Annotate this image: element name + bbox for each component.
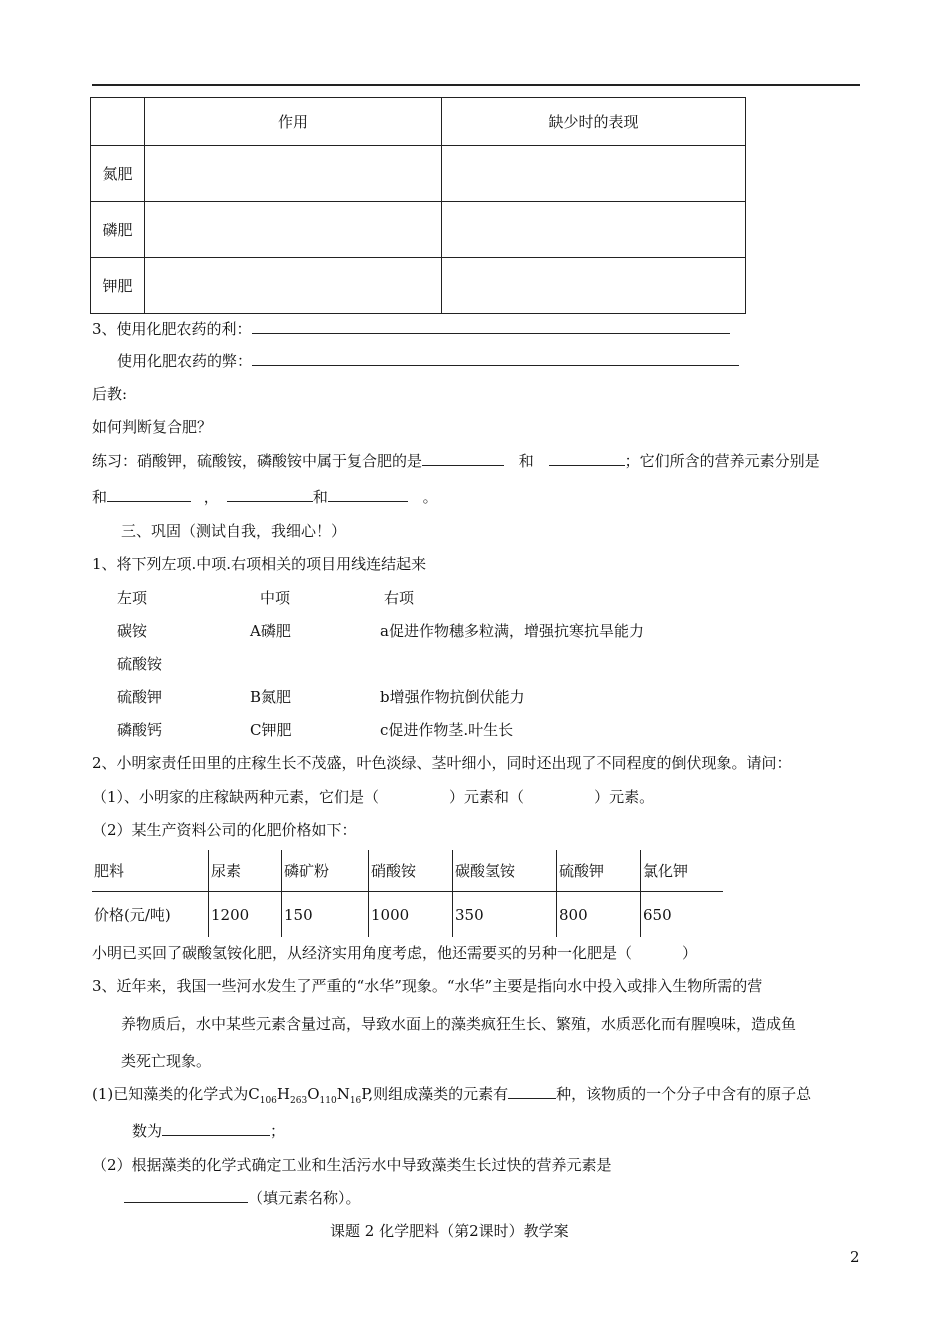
exercise-blank[interactable] bbox=[549, 451, 625, 466]
q2-intro: 2、小明家责任田里的庄稼生长不茂盛，叶色淡绿、茎叶细小，同时还出现了不同程度的倒伏现象。请问： bbox=[92, 754, 792, 772]
price-header-cell: 硫酸钾 bbox=[557, 850, 641, 892]
price-cell: 1200 bbox=[209, 892, 282, 938]
formula-element: O bbox=[307, 1085, 320, 1103]
q3-sub1-d: 数为 bbox=[132, 1122, 163, 1140]
section3-title: 三、巩固（测试自我，我细心！） bbox=[121, 522, 347, 540]
q3-sub1-line2 bbox=[132, 1120, 285, 1141]
price-header-cell: 磷矿粉 bbox=[282, 850, 369, 892]
q1-title: 1、将下列左项.中项.右项相关的项目用线连结起来 bbox=[92, 555, 427, 573]
price-header-cell: 碳酸氢铵 bbox=[453, 850, 557, 892]
fertilizer-table bbox=[90, 97, 746, 314]
row-label: 钾肥 bbox=[91, 258, 145, 314]
q2-conclusion-b: ） bbox=[682, 944, 698, 962]
q1-left-item[interactable]: 碳铵 bbox=[117, 622, 148, 640]
formula-element: C bbox=[248, 1085, 260, 1103]
answer-cell[interactable] bbox=[442, 202, 746, 258]
q3-line-3: 类死亡现象。 bbox=[121, 1052, 212, 1070]
q1-right-item[interactable]: c促进作物茎.叶生长 bbox=[380, 721, 514, 739]
chemical-formula bbox=[248, 1085, 369, 1106]
row-label: 氮肥 bbox=[91, 146, 145, 202]
q3-sub1 bbox=[92, 1083, 811, 1106]
exercise-blank[interactable] bbox=[107, 487, 191, 502]
formula-element: P bbox=[361, 1085, 369, 1103]
price-cell: 150 bbox=[282, 892, 369, 938]
q2-sub1-a: （1）、小明家的庄稼缺两种元素，它们是（ bbox=[92, 788, 380, 806]
exercise-blank[interactable] bbox=[328, 487, 408, 502]
price-table bbox=[92, 850, 723, 937]
header-cell-empty bbox=[91, 98, 145, 146]
formula-subscript: 106 bbox=[259, 1096, 277, 1106]
price-cell: 650 bbox=[641, 892, 724, 938]
q1-header-left: 左项 bbox=[117, 589, 148, 607]
exercise-blank[interactable] bbox=[422, 451, 504, 466]
q3-sub1-a: (1)已知藻类的化学式为 bbox=[92, 1085, 249, 1103]
price-header-cell: 氯化钾 bbox=[641, 850, 724, 892]
header-rule bbox=[92, 84, 860, 86]
q3-blank[interactable] bbox=[162, 1121, 270, 1136]
price-header-cell: 尿素 bbox=[209, 850, 282, 892]
q3-blank[interactable] bbox=[124, 1188, 248, 1203]
q2-conclusion-a: 小明已买回了碳酸氢铵化肥，从经济实用角度考虑，他还需要买的另种一化肥是（ bbox=[92, 944, 633, 962]
exercise-end: 。 bbox=[422, 488, 438, 506]
price-cell: 800 bbox=[557, 892, 641, 938]
answer-cell[interactable] bbox=[442, 146, 746, 202]
answer-cell[interactable] bbox=[145, 258, 442, 314]
header-cell-function: 作用 bbox=[145, 98, 442, 146]
q1-left-item[interactable]: 磷酸钙 bbox=[117, 721, 163, 739]
q3-pro-line bbox=[92, 318, 730, 339]
table-row bbox=[91, 146, 746, 202]
table-row bbox=[91, 258, 746, 314]
q1-left-item[interactable]: 硫酸铵 bbox=[117, 655, 163, 673]
price-header-cell: 硝酸铵 bbox=[369, 850, 453, 892]
fertilizer-table-header bbox=[91, 98, 746, 146]
q1-right-item[interactable]: a促进作物穗多粒满，增强抗寒抗旱能力 bbox=[380, 622, 644, 640]
exercise-text-a: 练习：硝酸钾，硫酸铵，磷酸铵中属于复合肥的是 bbox=[92, 452, 423, 470]
price-header-cell: 肥料 bbox=[92, 850, 209, 892]
exercise-he2: 和 bbox=[312, 488, 328, 506]
q2-sub1 bbox=[92, 786, 654, 807]
formula-subscript: 110 bbox=[319, 1096, 337, 1106]
q3-line-2: 养物质后，水中某些元素含量过高，导致水面上的藻类疯狂生长、繁殖，水质恶化而有腥嗅味，造成鱼 bbox=[121, 1015, 797, 1033]
q1-left-item[interactable]: 硫酸钾 bbox=[117, 688, 163, 706]
q1-right-item[interactable]: b增强作物抗倒伏能力 bbox=[380, 688, 525, 706]
q1-middle-item[interactable]: B氮肥 bbox=[250, 688, 292, 706]
q3-con-blank[interactable] bbox=[252, 351, 739, 366]
q3-blank[interactable] bbox=[508, 1084, 556, 1099]
answer-cell[interactable] bbox=[442, 258, 746, 314]
q3-sub2-b: （填元素名称）。 bbox=[248, 1189, 361, 1207]
q2-sub1-c: ）元素。 bbox=[594, 788, 655, 806]
q3-sub1-c: 种，该物质的一个分子中含有的原子总 bbox=[556, 1085, 812, 1103]
price-table-header bbox=[92, 850, 723, 892]
q3-sub2: （2）根据藻类的化学式确定工业和生活污水中导致藻类生长过快的营养元素是 bbox=[92, 1156, 612, 1174]
q2-sub1-b: ）元素和（ bbox=[449, 788, 525, 806]
formula-element: H bbox=[276, 1085, 291, 1103]
answer-cell[interactable] bbox=[145, 146, 442, 202]
q1-header-right: 右项 bbox=[384, 589, 415, 607]
exercise-line-2 bbox=[92, 486, 438, 507]
q2-sub2: （2）某生产资料公司的化肥价格如下： bbox=[92, 821, 357, 839]
exercise-line-1 bbox=[92, 450, 820, 471]
price-cell: 1000 bbox=[369, 892, 453, 938]
q1-middle-item[interactable]: A磷肥 bbox=[250, 622, 291, 640]
answer-cell[interactable] bbox=[145, 202, 442, 258]
exercise-comma: ， bbox=[203, 488, 219, 506]
q3-sub2-line2 bbox=[124, 1187, 361, 1208]
q3-pro-blank[interactable] bbox=[252, 319, 730, 334]
q1-middle-item[interactable]: C钾肥 bbox=[250, 721, 292, 739]
q3-con-label: 使用化肥农药的弊： bbox=[117, 352, 253, 370]
q3-sub1-e: ； bbox=[270, 1122, 286, 1140]
q3-line-1: 3、近年来，我国一些河水发生了严重的“水华”现象。“水华”主要是指向水中投入或排入生物所需的营 bbox=[92, 977, 763, 995]
exercise-blank[interactable] bbox=[227, 487, 313, 502]
q1-header-middle: 中项 bbox=[260, 589, 291, 607]
houjiao-question: 如何判断复合肥？ bbox=[92, 418, 213, 436]
table-row bbox=[91, 202, 746, 258]
exercise-he: 和 bbox=[92, 488, 108, 506]
price-cell: 价格(元/吨) bbox=[94, 906, 171, 924]
formula-element: N bbox=[336, 1085, 350, 1103]
houjiao-title: 后教: bbox=[92, 385, 128, 403]
exercise-text-b: ；它们所含的营养元素分别是 bbox=[624, 452, 820, 470]
q3-sub1-b: ,则组成藻类的元素有 bbox=[368, 1085, 509, 1103]
price-cell: 350 bbox=[453, 892, 557, 938]
row-label: 磷肥 bbox=[91, 202, 145, 258]
footer-title: 课题 2 化学肥料（第2课时）教学案 bbox=[330, 1222, 569, 1240]
q3-con-line bbox=[117, 350, 739, 371]
price-table-row bbox=[92, 892, 723, 938]
header-cell-deficiency: 缺少时的表现 bbox=[442, 98, 746, 146]
page-number: 2 bbox=[850, 1248, 860, 1266]
formula-subscript: 16 bbox=[349, 1096, 362, 1106]
q3-pro-label: 3、使用化肥农药的利： bbox=[92, 320, 252, 338]
q2-conclusion bbox=[92, 942, 697, 963]
exercise-and: 和 bbox=[518, 452, 534, 470]
formula-subscript: 263 bbox=[290, 1096, 308, 1106]
